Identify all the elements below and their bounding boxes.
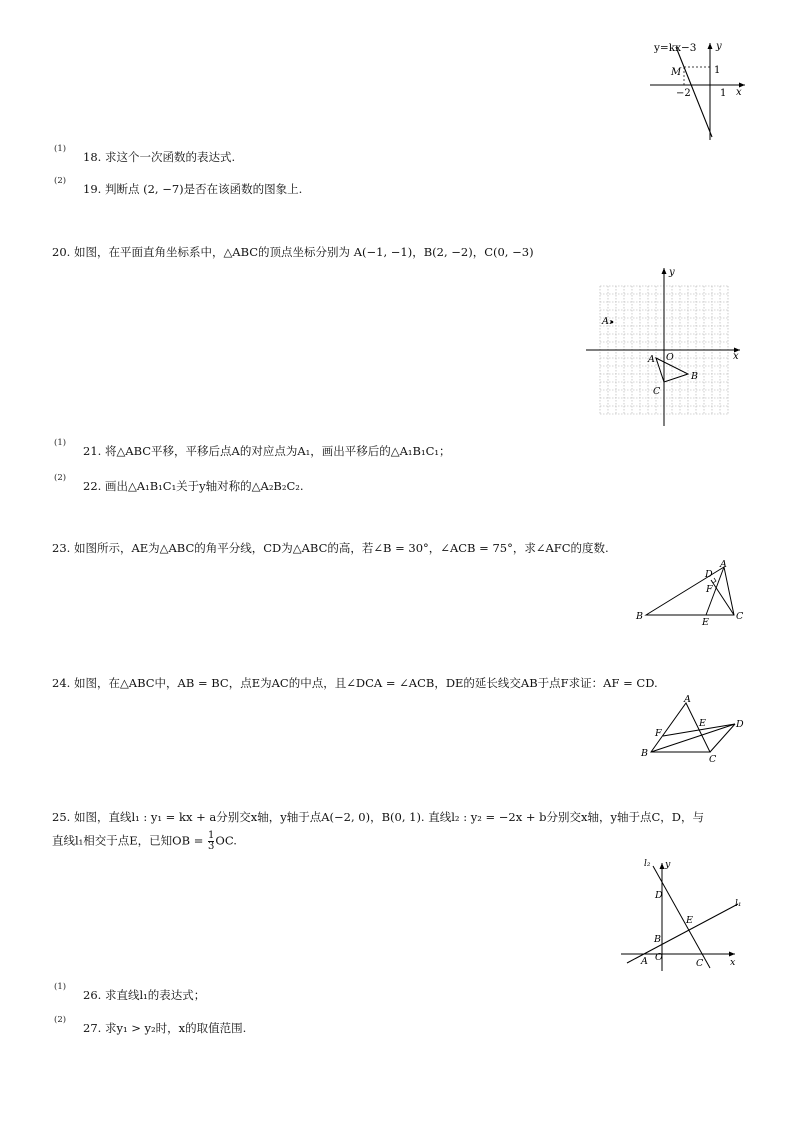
fraction-numerator: 1 [208, 830, 215, 841]
label-1-y: 1 [714, 65, 721, 76]
q22-text: 22. 画出△A₁B₁C₁关于y轴对称的△A₂B₂C₂. [83, 479, 304, 493]
q20-text: 20. 如图，在平面直角坐标系中，△ABC的顶点坐标分别为 A(−1, −1)，B(2, −2)，C(0, −3) [52, 245, 534, 259]
label-E: E [686, 915, 693, 926]
figure-triangle-proof [635, 692, 750, 767]
q23-text: 23. 如图所示，AE为△ABC的角平分线，CD为△ABC的高，若∠B = 30°，∠ACB = 75°，求∠AFC的度数. [52, 541, 609, 555]
q26-number: (1) [54, 982, 67, 992]
label-eq: y=kx−3 [654, 42, 697, 54]
label-x: x [736, 87, 742, 98]
y-axis-arrow [662, 268, 667, 274]
label-C: C [709, 754, 717, 765]
label-l2: l₂ [644, 859, 651, 869]
label-neg2: −2 [676, 88, 691, 99]
label-C: C [653, 386, 661, 397]
label-D: D [655, 890, 663, 901]
label-x: x [730, 957, 736, 968]
label-D: D [705, 569, 713, 580]
fraction-denominator: 3 [208, 841, 215, 852]
label-y: y [665, 859, 671, 870]
x-axis-arrow [729, 952, 735, 957]
q25-line2-a: 直线l₁相交于点E，已知OB = [52, 833, 208, 848]
q19-number: (2) [54, 176, 67, 186]
label-1-x: 1 [720, 88, 727, 99]
figure-linear-function [640, 35, 750, 145]
label-C: C [736, 611, 744, 622]
label-M: M [671, 67, 682, 78]
fraction-one-third [208, 831, 214, 852]
label-A: A [720, 559, 727, 570]
figure-coordinate-grid [580, 262, 745, 430]
q22-number: (2) [54, 473, 67, 483]
figure-two-lines [615, 853, 750, 975]
label-B: B [654, 934, 661, 945]
label-B: B [641, 748, 648, 759]
q25-line2-b: OC. [215, 833, 237, 848]
label-C: C [696, 958, 704, 969]
label-O: O [655, 952, 663, 963]
label-A: A [641, 956, 648, 967]
label-B: B [691, 371, 698, 382]
right-angle-mark [713, 578, 716, 583]
q26-text: 26. 求直线l₁的表达式； [83, 988, 206, 1002]
label-E: E [702, 617, 709, 628]
q21-number: (1) [54, 438, 67, 448]
label-F: F [706, 584, 713, 595]
label-A1: A₁ [602, 316, 613, 327]
q18-text: 18. 求这个一次函数的表达式. [83, 150, 236, 164]
q27-text: 27. 求y₁ > y₂时，x的取值范围. [83, 1021, 247, 1035]
label-O: O [666, 352, 674, 363]
y-axis-arrow [708, 43, 713, 49]
label-B: B [636, 611, 643, 622]
figure-triangle-bisector [630, 558, 745, 628]
q19-text: 19. 判断点 (2, −7)是否在该函数的图象上. [83, 182, 303, 196]
q21-text: 21. 将△ABC平移，平移后点A的对应点为A₁，画出平移后的△A₁B₁C₁； [83, 444, 451, 458]
label-A: A [648, 354, 655, 365]
q25-line1: 25. 如图，直线l₁ : y₁ = kx + a分别交x轴，y轴于点A(−2, 0)，B(0, 1). 直线l₂ : y₂ = −2x + b分别交x轴，y轴于点C，D，与 [52, 810, 705, 824]
label-A: A [684, 694, 691, 705]
q18-number: (1) [54, 144, 67, 154]
q25-line2 [52, 831, 237, 852]
label-D: D [736, 719, 744, 730]
label-x: x [733, 351, 739, 362]
label-E: E [699, 718, 706, 729]
label-l1: l₁ [735, 899, 742, 909]
label-y: y [669, 267, 675, 278]
label-F: F [655, 728, 662, 739]
y-axis-arrow [660, 863, 665, 869]
q24-text: 24. 如图，在△ABC中，AB = BC，点E为AC的中点，且∠DCA = ∠ACB，DE的延长线交AB于点F求证：AF = CD. [52, 676, 658, 690]
q27-number: (2) [54, 1015, 67, 1025]
label-y: y [716, 41, 722, 52]
